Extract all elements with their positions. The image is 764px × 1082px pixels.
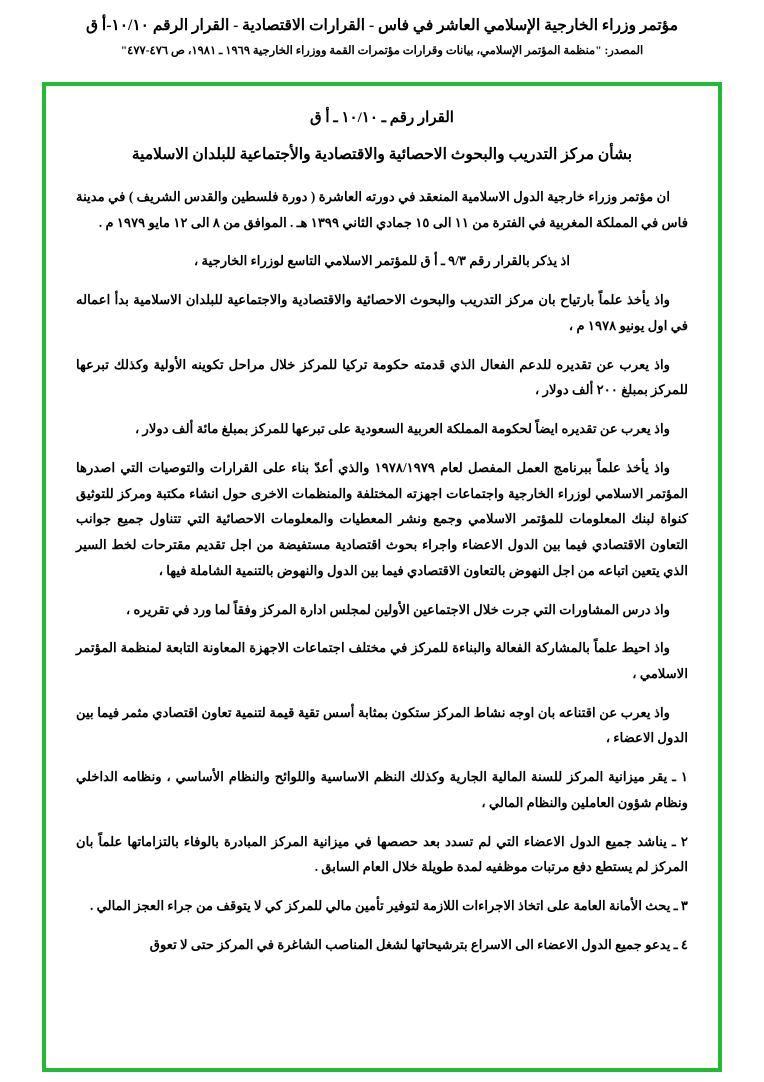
paragraph: واذ يأخذ علماً ببرنامج العمل المفصل لعام ١٩٧٨/١٩٧٩ والذي أعدّ بناء على القرارات والتوصيات التي اصدرها المؤتمر الاسلامي لوزراء الخارجية واجتماعات اجهزته المختلفة والمنظمات الاخرى حول انشاء مكتبة ومركز للتوثيق كنواة لبنك المعلومات للمؤتمر الاسلامي وجمع ونشر المعطيات والمعلومات الاحصائية التي تتناول جميع جوانب التعاون الاقتصادي فيما بين الدول الاعضاء واجراء بحوث اقتصادية مستفيضة من اجل تقديم مقترحات لخط السير الذي يتعين اتباعه من اجل النهوض بالتعاون الاقتصادي فيما بين الدول والنهوض بالتنمية الشاملة فيها ، xyxy=(76,459,688,578)
header-source: المصدر: "منظمة المؤتمر الإسلامي، بيانات وقرارات مؤتمرات القمة ووزراء الخارجية ١٩٦٩ ـ ١٩٨١، ص ٤٧٦-٤٧٧" xyxy=(120,45,644,58)
resolution-subject: بشأن مركز التدريب والبحوث الاحصائية والاقتصادية والأجتماعية للبلدان الاسلامية xyxy=(131,146,633,163)
header-title: مؤتمر وزراء الخارجية الإسلامي العاشر في فاس - القرارات الاقتصادية - القرار الرقم ١٠/١٠-أ ق xyxy=(86,17,678,34)
numbered-clause: ٢ ـ يناشد جميع الدول الاعضاء التي لم تسدد بعد حصصها في ميزانية المركز المبادرة بالوفاء بالتزاماتها علماً بان المركز لم يستطع دفع مرتبات موظفيه لمدة طويلة خلال العام السابق . xyxy=(76,833,688,875)
numbered-clause: ٤ ـ يدعو جميع الدول الاعضاء الى الاسراع بترشيحاتها لشغل المناصب الشاغرة في المركز حتى لا تعوق xyxy=(149,936,688,952)
document-frame xyxy=(42,82,722,1072)
paragraph: واذ درس المشاورات التي جرت خلال الاجتماعين الأولين لمجلس ادارة المركز وفقاً لما ورد في تقريره ، xyxy=(125,601,670,617)
paragraph: واذ يعرب عن تقديره ايضاً لحكومة المملكة العربية السعودية على تبرعها للمركز بمبلغ مائة ألف دولار ، xyxy=(134,421,670,437)
page-header xyxy=(0,0,764,61)
paragraph: واذ احيط علماً بالمشاركة الفعالة والبناءة للمركز في مختلف اجتماعات الاجهزة المعاونة التابعة لمنظمة المؤتمر الاسلامي ، xyxy=(76,640,688,682)
numbered-clause: ١ ـ يقر ميزانية المركز للسنة المالية الجارية وكذلك النظم الاساسية واللوائح والنظام الأساسي ، ونظامه الداخلي ونظام شؤون العاملين والنظام المالي ، xyxy=(76,769,688,810)
resolution-number: القرار رقم ـ ١٠/١٠ ـ أ ق xyxy=(310,110,454,126)
document-body xyxy=(46,86,718,981)
paragraph: واذ يعرب عن تقديره للدعم الفعال الذي قدمته حكومة تركيا للمركز خلال مراحل تكوينه الأولية وكذلك تبرعها للمركز بمبلغ ٢٠٠ ألف دولار ، xyxy=(76,356,688,398)
paragraph: ان مؤتمر وزراء خارجية الدول الاسلامية المنعقد في دورته العاشرة ( دورة فلسطين والقدس الشريف ) في مدينة فاس في المملكة المغربية في الفترة من ١١ الى ١٥ جمادي الثاني ١٣٩٩ هـ . الموافق من ٨ الى ١٢ مايو ١٩٧٩ م . xyxy=(76,189,688,230)
paragraph: واذ يعرب عن اقتناعه بان اوجه نشاط المركز ستكون بمثابة أسس تقية قيمة لتنمية تعاون اقتصادي مثمر فيما بين الدول الاعضاء ، xyxy=(76,704,688,746)
paragraph: اذ يذكر بالقرار رقم ٩/٣ ـ أ ق للمؤتمر الاسلامي التاسع لوزراء الخارجية ، xyxy=(193,253,571,269)
numbered-clause: ٣ ـ يحث الأمانة العامة على اتخاذ الاجراءات اللازمة لتوفير تأمين مالي للمركز كي لا يتوقف من جراء العجز المالي . xyxy=(90,898,688,914)
paragraph: واذ يأخذ علماً بارتياح بان مركز التدريب والبحوث الاحصائية والاقتصادية والاجتماعية للبلدان الاسلامية بدأ اعماله في اول يونيو ١٩٧٨ م ، xyxy=(76,292,688,333)
